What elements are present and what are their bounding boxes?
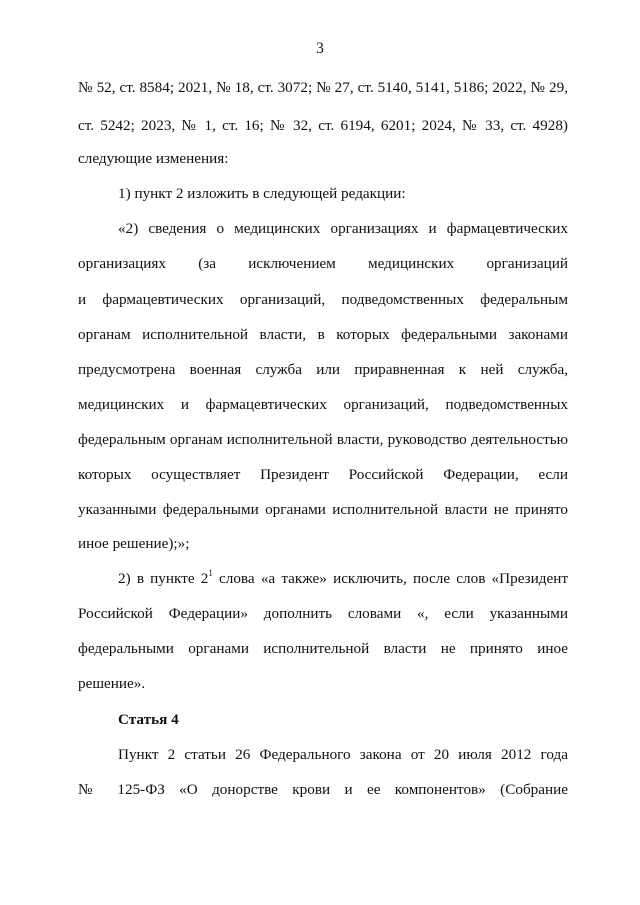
text-line: органам исполнительной власти, в которых федеральными законами [78, 326, 568, 343]
text-line: которых осуществляет Президент Российской Федерации, если [78, 466, 568, 483]
list-item-2 [118, 569, 568, 589]
item2-suffix: слова «а также» исключить, после слов «Президент [212, 570, 568, 587]
text-line: следующие изменения: [78, 150, 229, 167]
article-heading: Статья 4 [118, 711, 179, 728]
item2-superscript: 1 [208, 567, 213, 578]
text-line: № 52, ст. 8584; 2021, № 18, ст. 3072; № 27, ст. 5140, 5141, 5186; 2022, № 29, [78, 79, 568, 96]
text-line: федеральными органами исполнительной власти не принято иное [78, 640, 568, 657]
text-line: предусмотрена военная служба или приравненная к ней служба, [78, 361, 568, 378]
text-line: «2) сведения о медицинских организациях и фармацевтических [118, 220, 568, 237]
text-line: иное решение);»; [78, 535, 190, 552]
text-line: Пункт 2 статьи 26 Федерального закона от 20 июля 2012 года [118, 746, 568, 763]
text-line: федеральным органам исполнительной власти, руководство деятельностью [78, 431, 568, 448]
text-line: Российской Федерации» дополнить словами «, если указанными [78, 605, 568, 622]
page-number: 3 [316, 40, 324, 57]
text-line: решение». [78, 675, 146, 692]
list-item-1: 1) пункт 2 изложить в следующей редакции: [118, 185, 406, 202]
text-line: и фармацевтических организаций, подведомственных федеральным [78, 291, 568, 308]
text-line: ст. 5242; 2023, № 1, ст. 16; № 32, ст. 6194, 6201; 2024, № 33, ст. 4928) [78, 117, 568, 134]
text-line: организациях (за исключением медицинских организаций [78, 255, 568, 272]
text-line: № 125-ФЗ «О донорстве крови и ее компонентов» (Собрание [78, 781, 568, 798]
text-line: указанными федеральными органами исполнительной власти не принято [78, 501, 568, 518]
item2-prefix: 2) в пункте 2 [118, 570, 209, 587]
text-line: медицинских и фармацевтических организаций, подведомственных [78, 396, 568, 413]
